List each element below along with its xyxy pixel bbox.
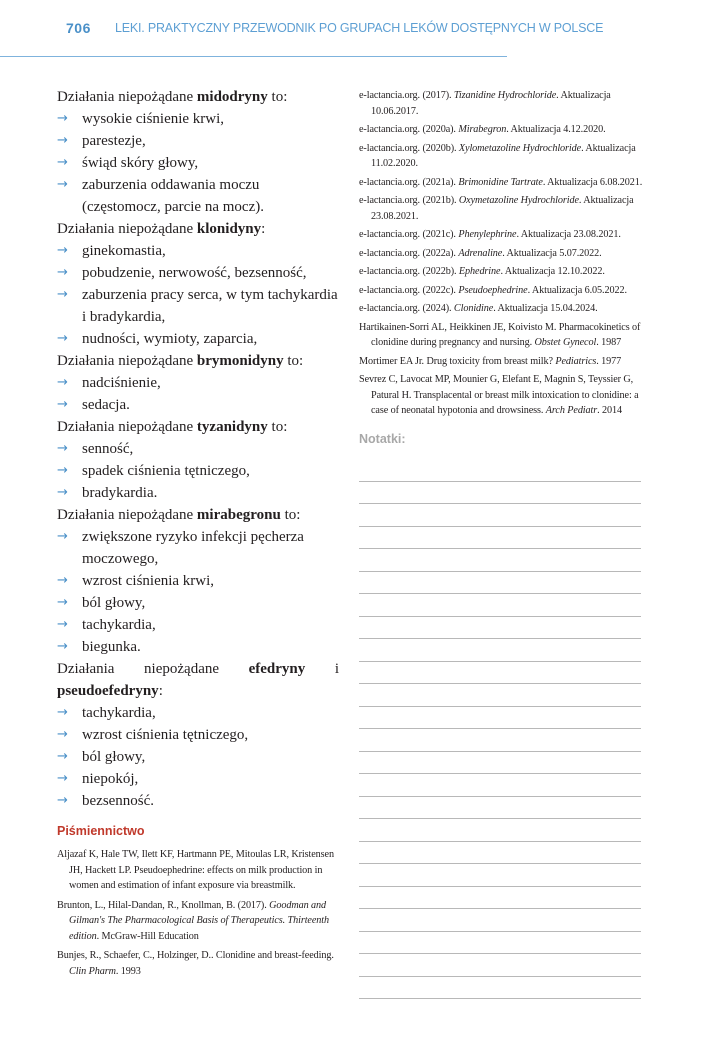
drug-name: klonidyny	[196, 221, 262, 237]
list-item-text: świąd skóry głowy,	[82, 155, 199, 171]
page-number: 706	[66, 20, 91, 36]
right-column	[359, 88, 643, 422]
list-item-text: nudności, wymioty, zaparcia,	[82, 331, 258, 347]
list-item	[57, 746, 339, 768]
list-item-text: bezsenność.	[82, 793, 155, 809]
arrow-bullet-icon: →	[57, 133, 68, 148]
list-item	[57, 284, 339, 328]
list-item-text: wysokie ciśnienie krwi,	[82, 111, 225, 127]
list-item-text: nadciśnienie,	[82, 375, 161, 391]
arrow-bullet-icon: →	[57, 265, 68, 280]
reference-title: Pediatrics	[555, 355, 597, 367]
arrow-bullet-icon: →	[57, 287, 68, 302]
note-line	[359, 729, 641, 752]
arrow-bullet-icon: →	[57, 331, 68, 346]
list-item-text: senność,	[82, 441, 134, 457]
adverse-effects-block	[57, 350, 339, 416]
note-line	[359, 707, 641, 730]
reference-entry: e-lactancia.org. (2021b). Oxymetazoline Hydrochloride. Aktualizacja 23.08.2021.	[359, 195, 634, 222]
list-item-text: pobudzenie, nerwowość, bezsenność,	[82, 265, 307, 281]
adverse-effects-heading: Działania niepożądane tyzanidyny to:	[57, 419, 288, 435]
list-item-text: zwiększone ryzyko infekcji pęcherza moczowego,	[82, 529, 304, 567]
drug-name: efedryny	[248, 661, 306, 677]
reference-title: Tizanidine Hydrochloride	[453, 90, 557, 101]
note-line	[359, 617, 641, 640]
reference-title: Ephedrine	[458, 266, 501, 277]
reference-list-left	[57, 847, 339, 979]
reference-entry: e-lactancia.org. (2017). Tizanidine Hydrochloride. Aktualizacja 10.06.2017.	[359, 90, 611, 117]
reference-title: Clin Pharm	[69, 965, 116, 977]
list-item	[57, 702, 339, 724]
arrow-bullet-icon: →	[57, 375, 68, 390]
arrow-bullet-icon: →	[57, 617, 68, 632]
reference-title: Goodman and Gilman's The Pharmacological Basis of Therapeutics. Thirteenth edition	[69, 899, 329, 942]
list-item-text: wzrost ciśnienia tętniczego,	[82, 727, 249, 743]
reference-entry: e-lactancia.org. (2021c). Phenylephrine. Aktualizacja 23.08.2021.	[359, 229, 621, 240]
list-item	[57, 482, 339, 504]
note-line	[359, 774, 641, 797]
arrow-bullet-icon: →	[57, 727, 68, 742]
left-column	[57, 86, 339, 983]
list-item	[57, 614, 339, 636]
list-item	[57, 570, 339, 592]
note-line	[359, 954, 641, 977]
arrow-bullet-icon: →	[57, 595, 68, 610]
drug-name: midodryny	[196, 89, 268, 105]
list-item	[57, 526, 339, 570]
note-line	[359, 752, 641, 775]
drug-name: brymonidyny	[196, 353, 284, 369]
running-header	[0, 0, 604, 57]
reference-entry: Brunton, L., Hilal-Dandan, R., Knollman, B. (2017). Goodman and Gilman's The Pharmacological Basis of Therapeutics. Thirteenth edition. McGraw-Hill Education	[57, 899, 329, 942]
arrow-bullet-icon: →	[57, 529, 68, 544]
adverse-effects-block	[57, 504, 339, 658]
notes-lines	[359, 459, 641, 999]
list-item-text: parestezje,	[82, 133, 146, 149]
reference-entry: Sevrez C, Lavocat MP, Mounier G, Elefant E, Magnin S, Teyssier G, Patural H. Transplacental or breast milk intoxication to clonidine: a case of neonatal hypotonia and drowsiness. Arch Pediatr. 2014	[359, 374, 639, 416]
reference-entry: e-lactancia.org. (2022b). Ephedrine. Aktualizacja 12.10.2022.	[359, 266, 605, 277]
reference-title: Brimonidine Tartrate	[458, 176, 543, 188]
list-item	[57, 768, 339, 790]
adverse-effects-heading: Działania niepożądane mirabegronu to:	[57, 507, 301, 523]
arrow-bullet-icon: →	[57, 573, 68, 588]
reference-title: Adrenaline	[458, 247, 503, 259]
reference-title: Pseudoephedrine	[458, 284, 528, 296]
arrow-bullet-icon: →	[57, 639, 68, 654]
reference-title: Clonidine	[453, 303, 494, 314]
adverse-effects-list	[57, 526, 339, 658]
adverse-effects-heading: Działania niepożądane brymonidyny to:	[57, 353, 304, 369]
adverse-effects-block	[57, 86, 339, 218]
reference-title: Obstet Gynecol	[534, 337, 597, 348]
reference-title: Oxymetazoline Hydrochloride	[458, 195, 579, 206]
reference-title: Arch Pediatr	[545, 405, 598, 416]
arrow-bullet-icon: →	[57, 749, 68, 764]
list-item-text: spadek ciśnienia tętniczego,	[82, 463, 250, 479]
note-line	[359, 797, 641, 820]
reference-title: Xylometazoline Hydrochloride	[458, 142, 582, 154]
adverse-effects-block	[57, 218, 339, 350]
literature-heading: Piśmiennictwo	[57, 824, 145, 838]
reference-entry: e-lactancia.org. (2021a). Brimonidine Tartrate. Aktualizacja 6.08.2021.	[359, 176, 643, 188]
reference-title: Mirabegron	[458, 124, 507, 135]
note-line	[359, 504, 641, 527]
list-item-text: biegunka.	[82, 639, 141, 655]
list-item	[57, 394, 339, 416]
reference-entry: Aljazaf K, Hale TW, Ilett KF, Hartmann PE, Mitoulas LR, Kristensen JH, Hackett LP. Pseudoephedrine: effects on milk production in women and estimation of infant exposure via breastmilk.	[57, 849, 334, 891]
arrow-bullet-icon: →	[57, 155, 68, 170]
list-item	[57, 262, 339, 284]
list-item	[57, 790, 339, 812]
adverse-effects-section	[57, 86, 339, 812]
adverse-effects-heading: Działania niepożądane klonidyny:	[57, 221, 266, 237]
arrow-bullet-icon: →	[57, 177, 68, 192]
arrow-bullet-icon: →	[57, 397, 68, 412]
arrow-bullet-icon: →	[57, 793, 68, 808]
note-line	[359, 594, 641, 617]
note-line	[359, 527, 641, 550]
adverse-effects-list	[57, 438, 339, 504]
list-item	[57, 152, 339, 174]
list-item-text: ból głowy,	[82, 595, 146, 611]
adverse-effects-heading: Działania niepożądane efedryny i pseudoefedryny:	[57, 661, 340, 699]
note-line	[359, 977, 641, 1000]
note-line	[359, 842, 641, 865]
note-line	[359, 662, 641, 685]
list-item-text: tachykardia,	[82, 617, 156, 633]
adverse-effects-list	[57, 372, 339, 416]
reference-entry: e-lactancia.org. (2022c). Pseudoephedrine. Aktualizacja 6.05.2022.	[359, 284, 627, 296]
list-item-text: zaburzenia pracy serca, w tym tachykardia i bradykardia,	[82, 287, 338, 325]
adverse-effects-block	[57, 658, 339, 812]
note-line	[359, 482, 641, 505]
reference-entry: e-lactancia.org. (2024). Clonidine. Aktualizacja 15.04.2024.	[359, 303, 598, 314]
reference-title: Phenylephrine	[458, 229, 517, 240]
notes-heading: Notatki:	[359, 432, 406, 446]
arrow-bullet-icon: →	[57, 441, 68, 456]
list-item	[57, 438, 339, 460]
note-line	[359, 459, 641, 482]
arrow-bullet-icon: →	[57, 771, 68, 786]
arrow-bullet-icon: →	[57, 111, 68, 126]
reference-entry: Bunjes, R., Schaefer, C., Holzinger, D.. Clonidine and breast-feeding. Clin Pharm. 1993	[57, 950, 334, 977]
adverse-effects-block	[57, 416, 339, 504]
list-item-text: bradykardia.	[82, 485, 158, 501]
drug-name: pseudoefedryny	[57, 683, 159, 699]
list-item-text: zaburzenia oddawania moczu (częstomocz, parcie na mocz).	[82, 177, 264, 215]
list-item	[57, 240, 339, 262]
adverse-effects-list	[57, 702, 339, 812]
note-line	[359, 639, 641, 662]
list-item	[57, 108, 339, 130]
adverse-effects-list	[57, 240, 339, 350]
note-line	[359, 819, 641, 842]
list-item	[57, 592, 339, 614]
list-item-text: tachykardia,	[82, 705, 156, 721]
list-item	[57, 460, 339, 482]
reference-entry: e-lactancia.org. (2020b). Xylometazoline Hydrochloride. Aktualizacja 11.02.2020.	[359, 142, 636, 169]
reference-list-right	[359, 88, 643, 419]
list-item	[57, 328, 339, 350]
list-item	[57, 372, 339, 394]
list-item	[57, 636, 339, 658]
note-line	[359, 864, 641, 887]
list-item-text: sedacja.	[82, 397, 130, 413]
reference-entry: Mortimer EA Jr. Drug toxicity from breast milk? Pediatrics. 1977	[359, 355, 622, 367]
running-title: LEKI. PRAKTYCZNY PRZEWODNIK PO GRUPACH LEKÓW DOSTĘPNYCH W POLSCE	[115, 21, 604, 35]
arrow-bullet-icon: →	[57, 463, 68, 478]
list-item-text: ginekomastia,	[82, 243, 166, 259]
reference-entry: Hartikainen-Sorri AL, Heikkinen JE, Koivisto M. Pharmacokinetics of clonidine during pregnancy and nursing. Obstet Gynecol. 1987	[359, 321, 641, 348]
arrow-bullet-icon: →	[57, 485, 68, 500]
note-line	[359, 887, 641, 910]
adverse-effects-list	[57, 108, 339, 218]
note-line	[359, 684, 641, 707]
list-item	[57, 724, 339, 746]
note-line	[359, 932, 641, 955]
note-line	[359, 909, 641, 932]
list-item-text: ból głowy,	[82, 749, 146, 765]
list-item	[57, 174, 339, 218]
drug-name: tyzanidyny	[196, 419, 268, 435]
list-item	[57, 130, 339, 152]
adverse-effects-heading: Działania niepożądane midodryny to:	[57, 89, 288, 105]
drug-name: mirabegronu	[196, 507, 281, 523]
reference-entry: e-lactancia.org. (2020a). Mirabegron. Aktualizacja 4.12.2020.	[359, 124, 606, 135]
arrow-bullet-icon: →	[57, 705, 68, 720]
list-item-text: niepokój,	[82, 771, 139, 787]
note-line	[359, 549, 641, 572]
list-item-text: wzrost ciśnienia krwi,	[82, 573, 215, 589]
note-line	[359, 572, 641, 595]
reference-entry: e-lactancia.org. (2022a). Adrenaline. Aktualizacja 5.07.2022.	[359, 247, 602, 259]
arrow-bullet-icon: →	[57, 243, 68, 258]
